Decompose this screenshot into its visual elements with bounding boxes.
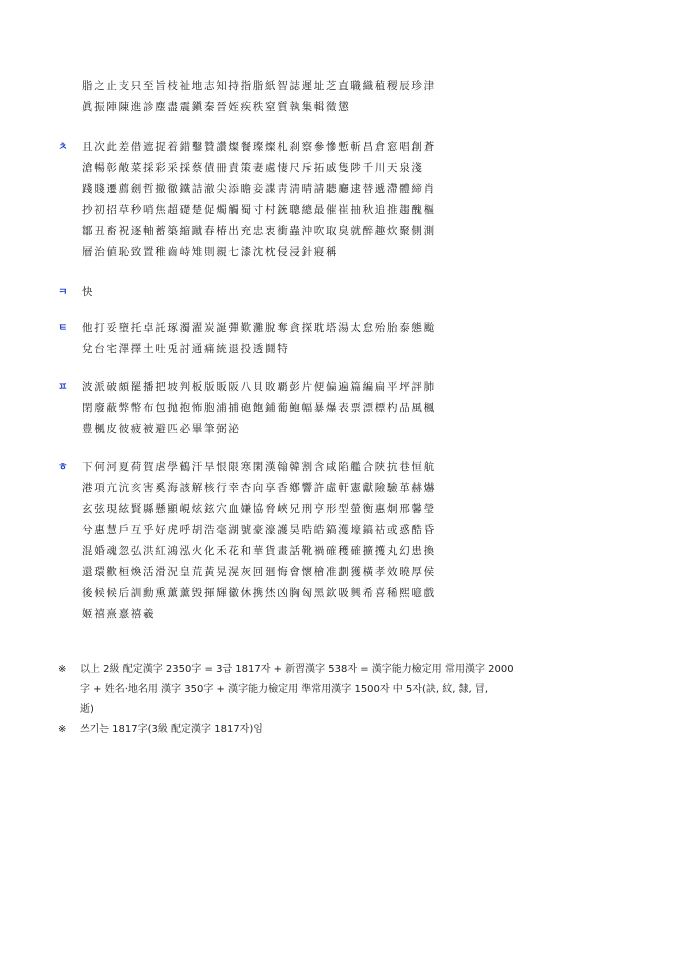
note-line: 以上 2級 配定漢字 2350字 = 3급 1817자 + 新習漢字 538자 = 漢字能力檢定用 常用漢字 2000 (80, 664, 514, 675)
hanja-row: 波派破頗罷播把坡判板版販阪八貝敗覇彭片便偏遍篇編扁平坪評肺 (82, 381, 436, 393)
section-label: ㅊ (58, 142, 68, 153)
hanja-row: 姬禧熹憙禧羲 (82, 608, 156, 620)
section-tieut (58, 318, 636, 360)
hanja-row: 下何河夏荷賀虐學鶴汗旱恨限寒閑漢翰韓割含咸陷艦合陝抗巷恒航 (82, 461, 436, 473)
section-hieut (58, 457, 636, 625)
hanja-row: 抄初招草秒哨焦超礎楚促燭觸蜀寸村銃聰總最催崔抽秋追推趨醜樞 (82, 204, 436, 216)
note-mark: ※ (58, 664, 67, 675)
note-line: 逝) (80, 704, 94, 715)
hanja-row: 滄暢彰敞菜採彩采採蔡債冊責策妻處悽尺斥拓戚隻陟千川天泉淺 (82, 162, 424, 174)
footnote-writing (58, 720, 636, 740)
hanja-row: 玄弦現絃賢縣懸顯峴炫鉉穴血嫌協脅峽兄刑亨形型螢衡惠炯邢馨瑩 (82, 503, 436, 515)
section-label: ㅋ (58, 287, 68, 298)
note-line: 字 + 姓名·地名用 漢字 350字 + 漢字能力檢定用 準常用漢字 1500자 中 5자(訣, 紋, 隸, 冒, (80, 684, 489, 695)
hanja-row: 閉廢蔽弊幣布包抛抱怖胞浦捕砲飽鋪葡鮑幅暴爆表票漂標杓品風楓 (82, 402, 436, 414)
section-label: ㅍ (58, 382, 68, 393)
section-chieut (58, 137, 636, 263)
hanja-row: 脂之止支只至旨枝祉地志知持指脂紙智誌遲址芝直職織稙稷辰珍津 (82, 80, 436, 92)
section-continued (58, 76, 636, 118)
section-pieup (58, 377, 636, 440)
note-line: 쓰기는 1817字(3級 配定漢字 1817자)임 (80, 724, 263, 735)
hanja-row: 他打妥墮托卓託琢濁濯炭誕彈歎灘脫奪貪探耽塔湯太怠殆胎泰態颱 (82, 322, 436, 334)
hanja-row: 兮惠慧戶互乎好虎呼胡浩毫湖號豪濠護昊晧皓鎬濩壕鎬祜或惑酷昏 (82, 524, 436, 536)
section-label: ㅎ (58, 462, 68, 473)
section-label: ㅌ (58, 323, 68, 334)
hanja-row: 還環歡桓煥活滑況皇荒黃晃滉灰回廻悔會懷檜准劃獲橫孝效曉厚侯 (82, 566, 436, 578)
hanja-row: 後候候后訓勳熏薰薰毁揮輝徽休携烋凶胸匈黑欽吸興希喜稀熙噫戲 (82, 587, 436, 599)
section-kieuk (58, 282, 636, 303)
hanja-row: 鄒丑畜祝逐軸蓄築縮蹴春椿出充忠衷衝蟲沖吹取臭就醉趣炊聚側測 (82, 225, 436, 237)
footnote-count (58, 660, 636, 720)
hanja-row: 且次此差借遮捉着錯鑿贊讚燦餐璨燦札刹察參慘慙斬昌倉窓唱創蒼 (82, 141, 436, 153)
hanja-row: 快 (82, 286, 95, 298)
note-mark: ※ (58, 724, 67, 735)
hanja-row: 兌台宅澤擇土吐兎討通痛統退投透鬪特 (82, 343, 290, 355)
hanja-row: 踐賤遷薦劍哲撤徹鐵詰澈尖添瞻妾諜靑淸晴請聽廳逮替遞滯體締肖 (82, 183, 436, 195)
hanja-row: 港項亢沆亥害奚海該解核行幸杏向享香鄕響許虛軒憲獻險驗革赫爀 (82, 482, 436, 494)
hanja-row: 層治値恥致置稚齒峙雉則親七漆沈枕侵浸針寢稱 (82, 246, 339, 258)
hanja-row: 混婚魂忽弘洪紅鴻泓火化禾花和華貨畫話靴禍確穫確擴擭丸幻患換 (82, 545, 436, 557)
hanja-row: 眞振陣陳進診塵盡震鎭秦晉姪疾秩窒質執集輯徵懲 (82, 101, 351, 113)
hanja-row: 豊楓皮彼疲被避匹必畢筆弼泌 (82, 423, 241, 435)
